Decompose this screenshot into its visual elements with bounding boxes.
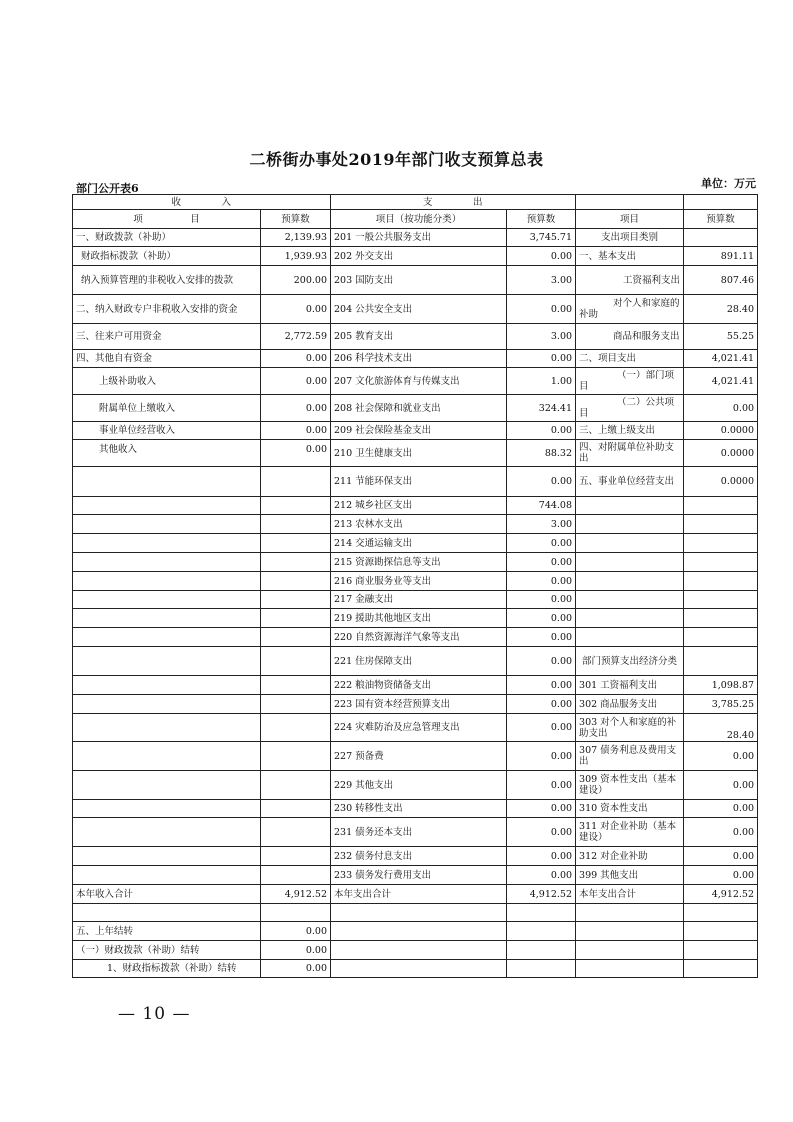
expense-category-item: 二、项目支出 — [576, 350, 684, 368]
expense-category-item — [576, 515, 684, 534]
income-item — [73, 534, 261, 553]
table-row — [73, 324, 758, 350]
table-row — [73, 515, 758, 534]
income-amount — [261, 553, 331, 572]
income-item — [73, 866, 261, 885]
income-amount: 0.00 — [261, 295, 331, 324]
expense-func-item: 207 文化旅游体育与传媒支出 — [331, 368, 507, 395]
expense-func-item: 203 国防支出 — [331, 266, 507, 295]
income-item — [73, 628, 261, 647]
expense-econ-amount: 1,098.87 — [684, 676, 758, 695]
income-amount — [261, 714, 331, 742]
income-amount — [261, 695, 331, 714]
expense-func-amount — [507, 904, 576, 922]
expense-func-item: 210 卫生健康支出 — [331, 440, 507, 467]
income-header: 收 入 — [73, 195, 331, 210]
table-row — [73, 676, 758, 695]
income-amount: 2,139.93 — [261, 229, 331, 247]
expense-func-item: 214 交通运输支出 — [331, 534, 507, 553]
expense-func-amount: 0.00 — [507, 647, 576, 676]
table-row — [73, 695, 758, 714]
income-item: 五、上年结转 — [73, 922, 261, 941]
income-amount — [261, 818, 331, 847]
expense-func-item: 206 科学技术支出 — [331, 350, 507, 368]
income-amount — [261, 742, 331, 771]
income-amount — [261, 647, 331, 676]
table-row — [73, 534, 758, 553]
expense-category-amount: 891.11 — [684, 247, 758, 266]
expense-category-amount: 28.40 — [684, 295, 758, 324]
expense-func-item: 213 农林水支出 — [331, 515, 507, 534]
income-item — [73, 467, 261, 497]
expense-func-amount: 0.00 — [507, 818, 576, 847]
income-item — [73, 515, 261, 534]
expense-func-amount: 0.00 — [507, 628, 576, 647]
col-header-budget: 预算数 — [507, 210, 576, 229]
income-amount — [261, 515, 331, 534]
income-item — [73, 591, 261, 609]
table-row — [73, 609, 758, 628]
expense-category-item: 四、对附属单位补助支出 — [576, 440, 684, 467]
table-row — [73, 647, 758, 676]
expense-econ-item: 310 资本性支出 — [576, 800, 684, 818]
income-item — [73, 904, 261, 922]
income-amount — [261, 866, 331, 885]
expense-total-label: 本年支出合计 — [331, 885, 507, 904]
table-row — [73, 904, 758, 922]
income-item — [73, 553, 261, 572]
expense-category-item — [576, 904, 684, 922]
expense-func-item: 215 资源勘探信息等支出 — [331, 553, 507, 572]
expense-func-amount: 0.00 — [507, 572, 576, 591]
expense-category-amount — [684, 628, 758, 647]
expense-total-amount: 4,912.52 — [684, 885, 758, 904]
expense-category-amount — [684, 515, 758, 534]
income-amount: 0.00 — [261, 422, 331, 440]
expense-category-item — [576, 941, 684, 960]
expense-func-amount: 0.00 — [507, 350, 576, 368]
form-label: 部门公开表6 — [76, 182, 139, 195]
income-item: 纳入预算管理的非税收入安排的拨款 — [73, 266, 261, 295]
expense-func-amount: 744.08 — [507, 497, 576, 515]
expense-category-item: 工资福利支出 — [576, 266, 684, 295]
income-item — [73, 647, 261, 676]
table-row — [73, 714, 758, 742]
expense-total-label: 本年支出合计 — [576, 885, 684, 904]
expense-func-amount — [507, 960, 576, 978]
income-amount — [261, 467, 331, 497]
expense-category-amount: 4,021.41 — [684, 368, 758, 395]
expense-func-item: 209 社会保险基金支出 — [331, 422, 507, 440]
expense-func-item: 211 节能环保支出 — [331, 467, 507, 497]
income-amount: 0.00 — [261, 395, 331, 422]
expense-category-item — [576, 960, 684, 978]
table-row — [73, 467, 758, 497]
income-amount — [261, 628, 331, 647]
expense-category-item: 对个人和家庭的补助 — [576, 295, 684, 324]
table-column-header-row — [73, 210, 758, 229]
income-amount: 2,772.59 — [261, 324, 331, 350]
income-item: 四、其他自有资金 — [73, 350, 261, 368]
table-row — [73, 960, 758, 978]
expense-func-item: 231 债务还本支出 — [331, 818, 507, 847]
expense-func-item: 222 粮油物资储备支出 — [331, 676, 507, 695]
expense-category-item: （二）公共项目 — [576, 395, 684, 422]
expense-econ-item: 307 债务利息及费用支出 — [576, 742, 684, 771]
expense-econ-amount: 0.00 — [684, 742, 758, 771]
income-amount — [261, 800, 331, 818]
expense-econ-amount: 0.00 — [684, 771, 758, 800]
expense-category-amount — [684, 904, 758, 922]
expense-func-item: 212 城乡社区支出 — [331, 497, 507, 515]
expense-category-amount — [684, 572, 758, 591]
income-amount: 200.00 — [261, 266, 331, 295]
income-total-label: 本年收入合计 — [73, 885, 261, 904]
expense-category-amount: 4,021.41 — [684, 350, 758, 368]
income-item — [73, 800, 261, 818]
income-amount — [261, 591, 331, 609]
expense-econ-item: 301 工资福利支出 — [576, 676, 684, 695]
income-item: 事业单位经营收入 — [73, 422, 261, 440]
income-amount — [261, 572, 331, 591]
income-amount: 0.00 — [261, 922, 331, 941]
expense-econ-item: 302 商品服务支出 — [576, 695, 684, 714]
table-row — [73, 368, 758, 395]
income-item — [73, 695, 261, 714]
table-row — [73, 553, 758, 572]
table-row — [73, 497, 758, 515]
expense-category-amount: 0.0000 — [684, 440, 758, 467]
expense-category-item — [576, 628, 684, 647]
col-header-func: 项目（按功能分类） — [331, 210, 507, 229]
expense-econ-item: 311 对企业补助（基本建设） — [576, 818, 684, 847]
expense-func-item: 220 自然资源海洋气象等支出 — [331, 628, 507, 647]
expense-func-amount: 0.00 — [507, 742, 576, 771]
income-amount: 1,939.93 — [261, 247, 331, 266]
income-item: 二、纳入财政专户非税收入安排的资金 — [73, 295, 261, 324]
expense-econ-amount: 28.40 — [684, 714, 758, 742]
expense-category-item: 商品和服务支出 — [576, 324, 684, 350]
expense-total-amount: 4,912.52 — [507, 885, 576, 904]
income-amount — [261, 534, 331, 553]
table-row — [73, 440, 758, 467]
expense-func-amount: 88.32 — [507, 440, 576, 467]
expense-func-amount: 0.00 — [507, 553, 576, 572]
expense-func-item: 217 金融支出 — [331, 591, 507, 609]
table-row — [73, 818, 758, 847]
income-item — [73, 676, 261, 695]
expense-category-amount: 55.25 — [684, 324, 758, 350]
expense-func-amount: 3.00 — [507, 324, 576, 350]
expense-func-item: 201 一般公共服务支出 — [331, 229, 507, 247]
income-item: （一）财政拨款（补助）结转 — [73, 941, 261, 960]
expense-func-item: 221 住房保障支出 — [331, 647, 507, 676]
table-row — [73, 422, 758, 440]
expense-category-item — [576, 534, 684, 553]
income-item: 一、财政拨款（补助） — [73, 229, 261, 247]
expense-econ-amount: 0.00 — [684, 800, 758, 818]
income-item — [73, 714, 261, 742]
expense-func-amount: 0.00 — [507, 467, 576, 497]
expense-func-item: 204 公共安全支出 — [331, 295, 507, 324]
header-empty-cell — [576, 195, 684, 210]
income-amount — [261, 771, 331, 800]
income-amount: 0.00 — [261, 350, 331, 368]
expense-func-amount: 0.00 — [507, 771, 576, 800]
expense-func-amount: 0.00 — [507, 422, 576, 440]
expense-econ-item: 399 其他支出 — [576, 866, 684, 885]
income-item: 其他收入 — [73, 440, 261, 467]
income-item — [73, 847, 261, 866]
expense-category-item: 支出项目类别 — [576, 229, 684, 247]
income-item — [73, 818, 261, 847]
table-row — [73, 922, 758, 941]
income-amount: 0.00 — [261, 960, 331, 978]
expense-category-amount — [684, 534, 758, 553]
table-row — [73, 572, 758, 591]
expense-func-item — [331, 941, 507, 960]
expense-func-amount: 0.00 — [507, 247, 576, 266]
income-amount — [261, 609, 331, 628]
expense-func-item — [331, 922, 507, 941]
table-row — [73, 771, 758, 800]
expense-func-amount — [507, 941, 576, 960]
budget-table — [72, 194, 758, 978]
income-item: 财政指标拨款（补助） — [73, 247, 261, 266]
expense-category-item — [576, 553, 684, 572]
expense-func-amount: 0.00 — [507, 866, 576, 885]
table-header-row — [73, 195, 758, 210]
page-title: 二桥街办事处2019年部门收支预算总表 — [249, 150, 544, 169]
page-number: — 10 — — [118, 1004, 191, 1024]
table-total-row — [73, 885, 758, 904]
expense-func-item: 202 外交支出 — [331, 247, 507, 266]
expense-func-amount: 0.00 — [507, 800, 576, 818]
expense-econ-amount: 0.00 — [684, 866, 758, 885]
table-row — [73, 229, 758, 247]
expense-econ-item: 309 资本性支出（基本建设） — [576, 771, 684, 800]
expense-func-amount: 3.00 — [507, 266, 576, 295]
expense-func-amount: 0.00 — [507, 609, 576, 628]
table-row — [73, 350, 758, 368]
income-amount — [261, 497, 331, 515]
expense-func-item — [331, 960, 507, 978]
unit-label: 单位：万元 — [701, 177, 756, 190]
expense-func-item: 232 债务付息支出 — [331, 847, 507, 866]
table-row — [73, 847, 758, 866]
income-item: 1、财政指标拨款（补助）结转 — [73, 960, 261, 978]
table-row — [73, 247, 758, 266]
table-row — [73, 866, 758, 885]
expense-func-amount — [507, 922, 576, 941]
expense-func-amount: 3.00 — [507, 515, 576, 534]
income-item — [73, 742, 261, 771]
income-amount: 0.00 — [261, 368, 331, 395]
expense-category-item: 一、基本支出 — [576, 247, 684, 266]
expense-func-amount: 0.00 — [507, 591, 576, 609]
expense-header: 支 出 — [331, 195, 576, 210]
expense-func-item: 219 援助其他地区支出 — [331, 609, 507, 628]
expense-category-item — [576, 922, 684, 941]
income-amount — [261, 904, 331, 922]
income-item: 上级补助收入 — [73, 368, 261, 395]
expense-func-amount: 0.00 — [507, 695, 576, 714]
expense-func-item: 230 转移性支出 — [331, 800, 507, 818]
expense-func-item: 223 国有资本经营预算支出 — [331, 695, 507, 714]
expense-category-amount — [684, 553, 758, 572]
expense-econ-item: 303 对个人和家庭的补助支出 — [576, 714, 684, 742]
expense-category-item — [576, 609, 684, 628]
expense-func-item: 216 商业服务业等支出 — [331, 572, 507, 591]
table-row — [73, 941, 758, 960]
table-row — [73, 800, 758, 818]
income-item — [73, 771, 261, 800]
table-row — [73, 628, 758, 647]
expense-category-amount: 807.46 — [684, 266, 758, 295]
expense-func-amount: 0.00 — [507, 295, 576, 324]
expense-econ-amount: 3,785.25 — [684, 695, 758, 714]
expense-func-amount: 324.41 — [507, 395, 576, 422]
expense-category-amount — [684, 922, 758, 941]
header-empty-cell — [684, 195, 758, 210]
income-item — [73, 497, 261, 515]
income-total-amount: 4,912.52 — [261, 885, 331, 904]
table-row — [73, 395, 758, 422]
col-header-item: 项 目 — [73, 210, 261, 229]
expense-category-amount — [684, 647, 758, 676]
income-item — [73, 609, 261, 628]
col-header-budget: 预算数 — [684, 210, 758, 229]
expense-func-amount: 0.00 — [507, 676, 576, 695]
expense-func-item: 233 债务发行费用支出 — [331, 866, 507, 885]
expense-category-amount — [684, 609, 758, 628]
expense-category-amount — [684, 591, 758, 609]
expense-econ-amount: 0.00 — [684, 818, 758, 847]
expense-econ-header: 部门预算支出经济分类 — [576, 647, 684, 676]
expense-category-amount — [684, 960, 758, 978]
expense-category-item: 三、上缴上级支出 — [576, 422, 684, 440]
expense-func-amount: 1.00 — [507, 368, 576, 395]
table-row — [73, 591, 758, 609]
expense-func-amount: 0.00 — [507, 714, 576, 742]
expense-category-amount — [684, 941, 758, 960]
income-item: 附属单位上缴收入 — [73, 395, 261, 422]
income-item: 三、往来户可用资金 — [73, 324, 261, 350]
col-header-item: 项目 — [576, 210, 684, 229]
expense-econ-item: 312 对企业补助 — [576, 847, 684, 866]
expense-category-item — [576, 572, 684, 591]
expense-func-item — [331, 904, 507, 922]
expense-category-item: （一）部门项目 — [576, 368, 684, 395]
table-row — [73, 295, 758, 324]
income-amount — [261, 676, 331, 695]
expense-func-amount: 0.00 — [507, 847, 576, 866]
table-row — [73, 266, 758, 295]
income-amount: 0.00 — [261, 941, 331, 960]
expense-func-item: 208 社会保障和就业支出 — [331, 395, 507, 422]
expense-func-item: 229 其他支出 — [331, 771, 507, 800]
expense-category-amount — [684, 229, 758, 247]
expense-category-amount: 0.0000 — [684, 422, 758, 440]
expense-econ-amount: 0.00 — [684, 847, 758, 866]
expense-category-item — [576, 497, 684, 515]
expense-func-item: 227 预备费 — [331, 742, 507, 771]
table-row — [73, 742, 758, 771]
expense-func-amount: 3,745.71 — [507, 229, 576, 247]
income-amount: 0.00 — [261, 440, 331, 467]
expense-func-item: 224 灾难防治及应急管理支出 — [331, 714, 507, 742]
expense-category-amount — [684, 497, 758, 515]
expense-category-amount: 0.0000 — [684, 467, 758, 497]
expense-category-item: 五、事业单位经营支出 — [576, 467, 684, 497]
expense-category-item — [576, 591, 684, 609]
income-amount — [261, 847, 331, 866]
expense-category-amount: 0.00 — [684, 395, 758, 422]
expense-func-item: 205 教育支出 — [331, 324, 507, 350]
income-item — [73, 572, 261, 591]
expense-func-amount: 0.00 — [507, 534, 576, 553]
col-header-budget: 预算数 — [261, 210, 331, 229]
